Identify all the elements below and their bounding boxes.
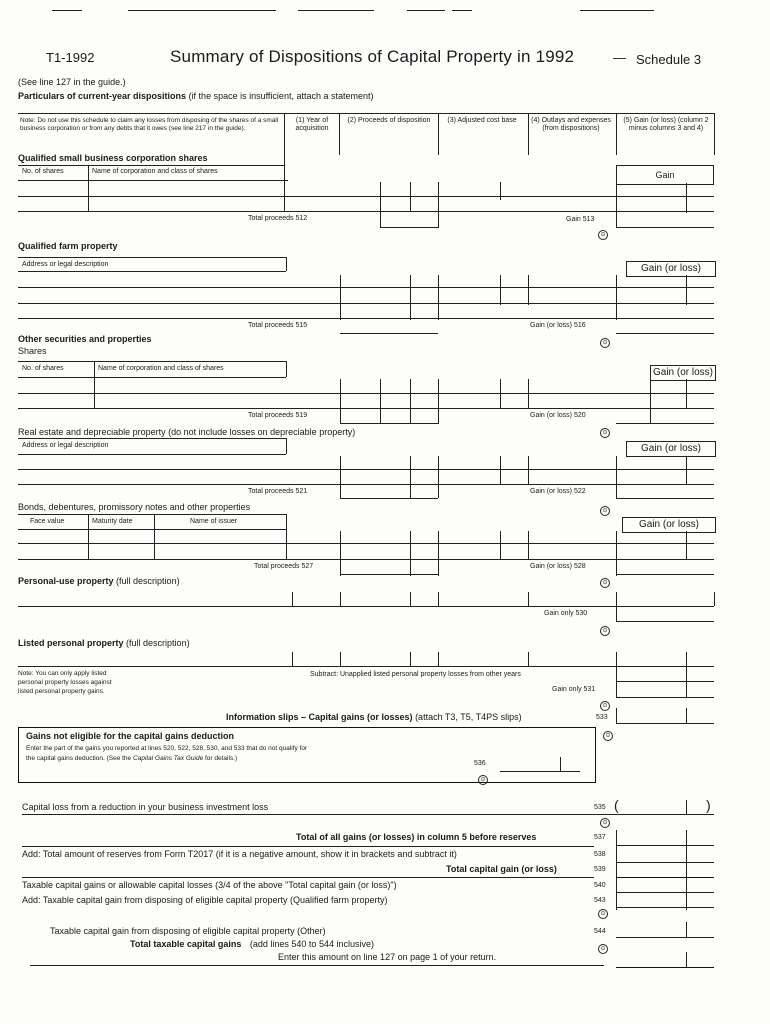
- qsbc-title: Qualified small business corporation shares: [18, 153, 208, 163]
- marker-icon: ⊙: [600, 626, 610, 636]
- total-543-label: Add: Taxable capital gain from disposing of eligible capital property (Qualified farm property): [22, 895, 388, 905]
- marker-icon: ⊙: [598, 944, 608, 954]
- marker-icon: ⊙: [598, 230, 608, 240]
- total-540-line: 540: [594, 882, 606, 889]
- marker-icon: ⊙: [600, 428, 610, 438]
- not-eligible-line2b: for details.): [203, 755, 238, 762]
- listed-note-1: Note: You can only apply listed: [18, 670, 107, 677]
- total-taxable-title: Total taxable capital gains: [130, 939, 242, 949]
- total-enter-note: Enter this amount on line 127 on page 1 of your return.: [278, 952, 497, 962]
- personal-title: Personal-use property: [18, 576, 114, 586]
- farm-title: Qualified farm property: [18, 241, 118, 251]
- not-eligible-line1: Enter the part of the gains you reported at lines 520, 522, 528, 530, and 533 that do not qualify for: [26, 745, 308, 752]
- total-538-label: Add: Total amount of reserves from Form T2017 (if it is a negative amount, show it in brackets and subtract it): [22, 849, 457, 859]
- total-544-line: 544: [594, 928, 606, 935]
- realestate-gain-line: Gain (or loss) 522: [530, 488, 586, 495]
- form-id: T1-1992: [46, 50, 95, 65]
- qsbc-total-proceeds: Total proceeds 512: [248, 215, 308, 222]
- marker-icon: ⊙: [478, 775, 488, 785]
- particulars-note: (if the space is insufficient, attach a statement): [188, 91, 374, 101]
- other-col-name: Name of corporation and class of shares: [98, 365, 224, 372]
- bonds-col-maturity: Maturity date: [92, 518, 133, 525]
- bonds-gain-line: Gain (or loss) 528: [530, 563, 586, 570]
- total-544-label: Taxable capital gain from disposing of eligible capital property (Other): [50, 926, 326, 936]
- bonds-col-face: Face value: [30, 518, 65, 525]
- listed-subtract: Subtract: Unapplied listed personal property losses from other years: [310, 671, 521, 678]
- other-total-proceeds: Total proceeds 519: [248, 412, 308, 419]
- total-539-line: 539: [594, 866, 606, 873]
- col-gain-header: (5) Gain (or loss) (column 2 minus columns 3 and 4): [623, 117, 709, 132]
- marker-icon: ⊙: [603, 731, 613, 741]
- marker-icon: ⊙: [600, 818, 610, 828]
- col-year-header: (1) Year of acquisition: [295, 117, 329, 132]
- realestate-gain-box: Gain (or loss): [626, 441, 716, 457]
- personal-gain-line: Gain only 530: [544, 610, 588, 617]
- other-gain-line: Gain (or loss) 520: [530, 412, 586, 419]
- columns-note: Note: Do not use this schedule to claim any losses from disposing of the shares of a small business corporation or from any debts that it owes (see line 217 in the guide).: [20, 117, 279, 132]
- bonds-col-issuer: Name of issuer: [190, 518, 238, 525]
- total-taxable-note: (add lines 540 to 544 inclusive): [249, 939, 374, 949]
- not-eligible-guide: Capital Gains Tax Guide: [132, 755, 204, 762]
- schedule-label: Schedule 3: [636, 52, 702, 67]
- qsbc-col-name: Name of corporation and class of shares: [92, 168, 218, 175]
- bonds-total-proceeds: Total proceeds 527: [254, 563, 314, 570]
- realestate-title: Real estate and depreciable property (do not include losses on depreciable property): [18, 427, 356, 437]
- particulars-title: Particulars of current-year dispositions: [18, 91, 187, 101]
- listed-title-note: (full description): [126, 638, 190, 648]
- total-537-label: Total of all gains (or losses) in column 5 before reserves: [296, 832, 537, 842]
- other-gain-box: Gain (or loss): [650, 365, 716, 381]
- col-outlays-header: (4) Outlays and expenses (from dispositions): [531, 117, 611, 132]
- personal-title-note: (full description): [116, 576, 180, 586]
- other-title: Other securities and properties: [18, 334, 152, 344]
- slips-title: Information slips – Capital gains (or losses): [226, 712, 413, 722]
- bonds-gain-box: Gain (or loss): [622, 517, 716, 533]
- qsbc-gain-line: Gain 513: [566, 216, 595, 223]
- slips-note: (attach T3, T5, T4PS slips): [415, 712, 522, 722]
- form-title: Summary of Dispositions of Capital Property in 1992: [170, 47, 575, 66]
- listed-gain-line: Gain only 531: [552, 686, 596, 693]
- bil-line: 535: [594, 804, 606, 811]
- col-proceeds-header: (2) Proceeds of disposition: [347, 117, 431, 124]
- total-538-line: 538: [594, 851, 606, 858]
- bil-open-paren: (: [614, 797, 619, 813]
- marker-icon: ⊙: [600, 578, 610, 588]
- not-eligible-line-no: 536: [474, 760, 486, 767]
- guide-ref: (See line 127 in the guide.): [18, 77, 126, 87]
- listed-title: Listed personal property: [18, 638, 124, 648]
- farm-total-proceeds: Total proceeds 515: [248, 322, 308, 329]
- slips-line: 533: [596, 714, 608, 721]
- qsbc-gain-box: Gain: [616, 165, 714, 185]
- marker-icon: ⊙: [598, 909, 608, 919]
- realestate-total-proceeds: Total proceeds 521: [248, 488, 308, 495]
- total-539-label: Total capital gain (or loss): [446, 864, 557, 874]
- listed-note-2: personal property losses against: [18, 679, 112, 686]
- qsbc-col-shares: No. of shares: [22, 168, 64, 175]
- farm-gain-line: Gain (or loss) 516: [530, 322, 586, 329]
- realestate-col-address: Address or legal description: [22, 442, 109, 449]
- total-537-line: 537: [594, 834, 606, 841]
- bil-close-paren: ): [706, 797, 711, 813]
- not-eligible-line2a: the capital gains deduction. (See the: [26, 755, 133, 762]
- total-543-line: 543: [594, 897, 606, 904]
- other-subtitle: Shares: [18, 346, 47, 356]
- marker-icon: ⊙: [600, 701, 610, 711]
- listed-note-3: listed personal property gains.: [18, 688, 105, 695]
- total-540-label: Taxable capital gains or allowable capital losses (3/4 of the above "Total capital gain (or loss)"): [22, 880, 397, 890]
- marker-icon: ⊙: [600, 338, 610, 348]
- title-dash: —: [613, 50, 626, 65]
- bil-label: Capital loss from a reduction in your business investment loss: [22, 802, 269, 812]
- farm-gain-box: Gain (or loss): [626, 261, 716, 277]
- farm-col-address: Address or legal description: [22, 261, 109, 268]
- other-col-shares: No. of shares: [22, 365, 64, 372]
- col-acb-header: (3) Adjusted cost base: [447, 117, 517, 124]
- marker-icon: ⊙: [600, 506, 610, 516]
- bonds-title: Bonds, debentures, promissory notes and other properties: [18, 502, 251, 512]
- not-eligible-title: Gains not eligible for the capital gains deduction: [26, 731, 235, 741]
